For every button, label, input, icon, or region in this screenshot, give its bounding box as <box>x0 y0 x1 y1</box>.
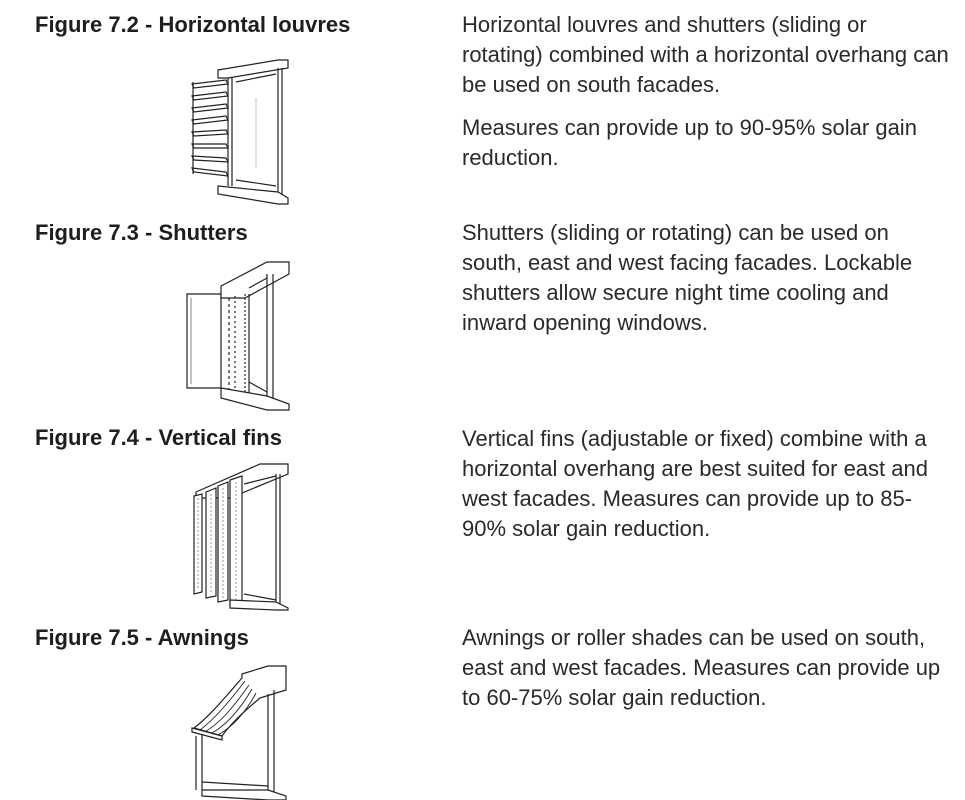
horizontal-louvres-illustration <box>190 58 290 206</box>
figure-7-2-title: Figure 7.2 - Horizontal louvres <box>35 12 351 37</box>
figure-7-3-description: Shutters (sliding or rotating) can be used on south, east and west facing facades. Lockable shutters allow secure night time cooling and inward opening windows. <box>462 220 913 335</box>
figure-7-5-title: Figure 7.5 - Awnings <box>35 625 249 650</box>
figure-7-4-description: Vertical fins (adjustable or fixed) combine with a horizontal overhang are best suited for east and west facades. Measures can provide up to 85-90% solar gain reduction. <box>462 426 928 541</box>
shutters-illustration <box>185 258 293 413</box>
figure-7-4-title: Figure 7.4 - Vertical fins <box>35 425 282 450</box>
figure-7-2-description-2: Measures can provide up to 90-95% solar gain reduction. <box>462 115 917 170</box>
figure-7-5-description: Awnings or roller shades can be used on south, east and west facades. Measures can provide up to 60-75% solar gain reduction. <box>462 625 941 710</box>
awnings-illustration <box>188 664 292 800</box>
vertical-fins-illustration <box>190 462 292 612</box>
figure-7-2-description: Horizontal louvres and shutters (sliding or rotating) combined with a horizontal overhang can be used on south facades. <box>462 12 949 97</box>
figure-7-3-title: Figure 7.3 - Shutters <box>35 220 248 245</box>
